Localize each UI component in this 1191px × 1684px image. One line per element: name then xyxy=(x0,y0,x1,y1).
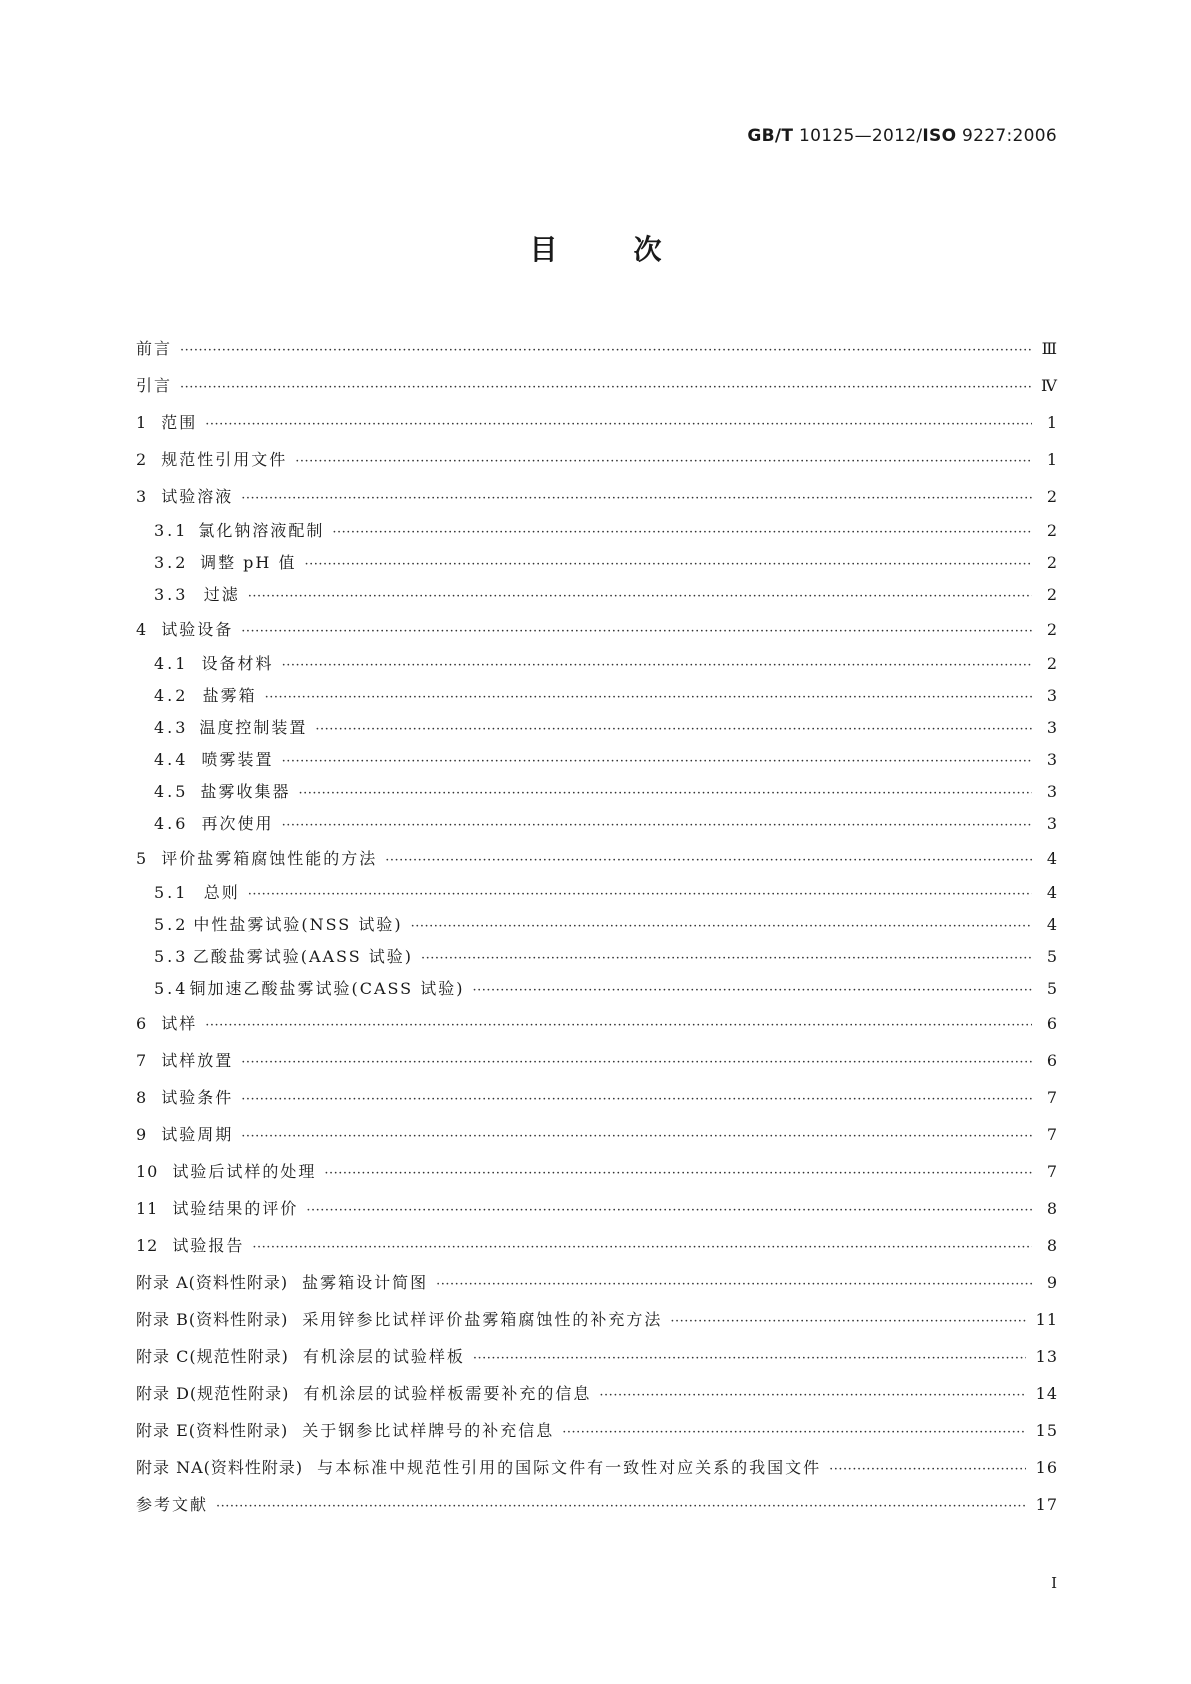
toc-entry-page: 11 xyxy=(1035,1310,1058,1329)
toc-dot-leader xyxy=(265,682,1032,714)
toc-entry-number: 附录 E(资料性附录) xyxy=(136,1421,289,1440)
toc-dot-leader xyxy=(216,1488,1026,1525)
toc-entry-label: 试验溶液 xyxy=(161,487,234,506)
toc-entry-page: 16 xyxy=(1035,1458,1058,1477)
toc-entry[interactable] xyxy=(136,1375,1058,1412)
toc-entry[interactable] xyxy=(136,441,1058,478)
toc-entry[interactable] xyxy=(136,515,1058,547)
toc-entry-label: 喷雾装置 xyxy=(201,750,274,769)
toc-entry-page: 3 xyxy=(1046,750,1058,769)
toc-entry-label: 盐雾收集器 xyxy=(200,782,291,801)
toc-entry-number: 3 xyxy=(136,487,148,506)
toc-dot-leader xyxy=(436,1266,1032,1303)
toc-entry-page: 8 xyxy=(1046,1199,1058,1218)
toc-entry-label: 规范性引用文件 xyxy=(161,450,288,469)
toc-entry-number: 5.2 xyxy=(154,915,189,934)
toc-dot-leader xyxy=(205,1007,1032,1044)
toc-dot-leader xyxy=(241,1081,1032,1118)
toc-entry[interactable] xyxy=(136,808,1058,840)
toc-entry[interactable] xyxy=(136,478,1058,515)
toc-entry-number: 7 xyxy=(136,1051,148,1070)
toc-entry-label: 总则 xyxy=(203,883,240,902)
toc-entry-label: 试验结果的评价 xyxy=(172,1199,299,1218)
toc-entry-label: 试验条件 xyxy=(161,1088,234,1107)
toc-entry-label: 有机涂层的试验样板需要补充的信息 xyxy=(303,1384,592,1403)
toc-entry[interactable] xyxy=(136,1153,1058,1190)
toc-entry-number: 5 xyxy=(136,849,148,868)
toc-dot-leader xyxy=(282,746,1032,778)
toc-entry-page: 1 xyxy=(1046,450,1058,469)
toc-entry-label: 盐雾箱设计简图 xyxy=(302,1273,429,1292)
toc-entry-label: 设备材料 xyxy=(201,654,274,673)
toc-entry[interactable] xyxy=(136,1227,1058,1264)
toc-entry-number: 附录 B(资料性附录) xyxy=(136,1310,289,1329)
toc-entry-page: 6 xyxy=(1046,1051,1058,1070)
toc-dot-leader xyxy=(252,1229,1032,1266)
toc-entry-label: 试样 xyxy=(161,1014,198,1033)
toc-dot-leader xyxy=(298,778,1032,810)
toc-entry-label: 与本标准中规范性引用的国际文件有一致性对应关系的我国文件 xyxy=(317,1458,822,1477)
toc-entry-page: 5 xyxy=(1046,979,1058,998)
toc-entry-number: 4 xyxy=(136,620,148,639)
toc-entry[interactable] xyxy=(136,840,1058,877)
toc-entry-label: 过滤 xyxy=(203,585,240,604)
toc-entry[interactable] xyxy=(136,776,1058,808)
toc-entry-number: 附录 NA(资料性附录) xyxy=(136,1458,304,1477)
toc-entry-page: 14 xyxy=(1035,1384,1058,1403)
toc-entry-number: 4.1 xyxy=(154,654,189,673)
toc-dot-leader xyxy=(282,810,1032,842)
toc-entry-page: 2 xyxy=(1046,521,1058,540)
toc-entry-number: 6 xyxy=(136,1014,148,1033)
toc-entry[interactable] xyxy=(136,1005,1058,1042)
toc-entry-number: 4.2 xyxy=(154,686,189,705)
toc-entry-number: 附录 C(规范性附录) xyxy=(136,1347,289,1366)
toc-entry[interactable] xyxy=(136,680,1058,712)
toc-dot-leader xyxy=(241,1118,1032,1155)
toc-entry-label: 采用锌参比试样评价盐雾箱腐蚀性的补充方法 xyxy=(302,1310,663,1329)
standard-code xyxy=(747,126,1057,146)
toc-entry-page: 4 xyxy=(1046,849,1058,868)
toc-entry-number: 8 xyxy=(136,1088,148,1107)
standard-code-iso-number: 9227:2006 xyxy=(956,126,1057,146)
toc-entry[interactable] xyxy=(136,330,1058,367)
toc-entry-page: 4 xyxy=(1046,915,1058,934)
standard-code-number: 10125—2012/ xyxy=(793,126,923,146)
toc-entry-number: 9 xyxy=(136,1125,148,1144)
toc-dot-leader xyxy=(241,1044,1032,1081)
toc-entry-label: 范围 xyxy=(161,413,198,432)
toc-dot-leader xyxy=(385,842,1032,879)
toc-entry-page: 2 xyxy=(1046,487,1058,506)
toc-dot-leader xyxy=(241,613,1032,650)
toc-entry-label: 关于钢参比试样牌号的补充信息 xyxy=(302,1421,555,1440)
toc-entry-number: 11 xyxy=(136,1199,159,1218)
toc-entry-label: 试验周期 xyxy=(161,1125,234,1144)
toc-entry-number: 3.1 xyxy=(154,521,189,540)
toc-entry[interactable] xyxy=(136,877,1058,909)
toc-entry-label: 中性盐雾试验(NSS 试验) xyxy=(193,915,403,934)
toc-dot-leader xyxy=(205,406,1032,443)
toc-entry[interactable] xyxy=(136,744,1058,776)
toc-entry-page: 3 xyxy=(1046,814,1058,833)
toc-entry-label: 评价盐雾箱腐蚀性能的方法 xyxy=(161,849,378,868)
toc-entry[interactable] xyxy=(136,611,1058,648)
toc-entry[interactable] xyxy=(136,941,1058,973)
toc-entry-page: 13 xyxy=(1035,1347,1058,1366)
toc-entry[interactable] xyxy=(136,1190,1058,1227)
toc-entry-label: 试验后试样的处理 xyxy=(172,1162,317,1181)
toc-entry-number: 5.1 xyxy=(154,883,189,902)
page-number: I xyxy=(1051,1574,1057,1592)
toc-dot-leader xyxy=(332,517,1032,549)
toc-dot-leader xyxy=(248,879,1032,911)
toc-entry-page: 3 xyxy=(1046,782,1058,801)
toc-entry-label: 前言 xyxy=(136,339,173,358)
toc-dot-leader xyxy=(315,714,1032,746)
toc-entry[interactable] xyxy=(136,648,1058,680)
toc-dot-leader xyxy=(599,1377,1025,1414)
toc-dot-leader xyxy=(180,369,1031,406)
toc-entry[interactable] xyxy=(136,1079,1058,1116)
toc-entry-page: 2 xyxy=(1046,553,1058,572)
toc-entry-label: 铜加速乙酸盐雾试验(CASS 试验) xyxy=(189,979,465,998)
toc-dot-leader xyxy=(180,332,1032,369)
toc-entry-label: 引言 xyxy=(136,376,173,395)
toc-entry-label: 温度控制装置 xyxy=(199,718,308,737)
toc-dot-leader xyxy=(829,1451,1025,1488)
toc-entry[interactable] xyxy=(136,1116,1058,1153)
toc-entry[interactable] xyxy=(136,1301,1058,1338)
toc-entry-page: Ⅲ xyxy=(1041,339,1058,358)
toc-dot-leader xyxy=(295,443,1032,480)
standard-code-prefix: GB/T xyxy=(747,126,794,146)
toc-entry-number: 5.4 xyxy=(154,979,189,998)
toc-entry[interactable] xyxy=(136,1338,1058,1375)
toc-entry-page: 4 xyxy=(1046,883,1058,902)
toc-dot-leader xyxy=(411,911,1032,943)
toc-entry[interactable] xyxy=(136,404,1058,441)
toc-entry-page: 2 xyxy=(1046,585,1058,604)
toc-entry-page: 3 xyxy=(1046,686,1058,705)
toc-entry-page: 7 xyxy=(1046,1088,1058,1107)
toc-dot-leader xyxy=(562,1414,1025,1451)
toc-entry-number: 附录 D(规范性附录) xyxy=(136,1384,290,1403)
toc-entry-page: 8 xyxy=(1046,1236,1058,1255)
toc-dot-leader xyxy=(670,1303,1025,1340)
toc-dot-leader xyxy=(472,975,1032,1007)
toc-dot-leader xyxy=(421,943,1032,975)
toc-entry-number: 1 xyxy=(136,413,148,432)
toc-entry-label: 试验设备 xyxy=(161,620,234,639)
toc-entry-label: 再次使用 xyxy=(201,814,274,833)
toc-entry-number: 4.5 xyxy=(154,782,189,801)
toc-entry-page: 7 xyxy=(1046,1125,1058,1144)
toc-dot-leader xyxy=(248,581,1032,613)
toc-entry-label: 有机涂层的试验样板 xyxy=(302,1347,465,1366)
toc-entry[interactable] xyxy=(136,1486,1058,1523)
toc-entry-number: 5.3 xyxy=(154,947,189,966)
toc-dot-leader xyxy=(241,480,1032,517)
toc-dot-leader xyxy=(304,549,1032,581)
toc-entry[interactable] xyxy=(136,1042,1058,1079)
toc-entry-number: 10 xyxy=(136,1162,159,1181)
toc-entry-label: 试样放置 xyxy=(161,1051,234,1070)
toc-entry-page: 6 xyxy=(1046,1014,1058,1033)
toc-entry-number: 2 xyxy=(136,450,148,469)
toc-entry-label: 盐雾箱 xyxy=(202,686,257,705)
toc-entry-page: 2 xyxy=(1046,620,1058,639)
page-title: 目次 xyxy=(529,233,738,266)
toc-entry-number: 4.4 xyxy=(154,750,189,769)
toc-entry[interactable] xyxy=(136,973,1058,1005)
toc-dot-leader xyxy=(324,1155,1032,1192)
toc-entry-page: 9 xyxy=(1046,1273,1058,1292)
toc-entry-number: 3.3 xyxy=(154,585,189,604)
toc-entry-number: 12 xyxy=(136,1236,159,1255)
toc-entry[interactable] xyxy=(136,1412,1058,1449)
toc-entry[interactable] xyxy=(136,1449,1058,1486)
toc-dot-leader xyxy=(306,1192,1032,1229)
toc-entry[interactable] xyxy=(136,909,1058,941)
toc-entry-number: 4.3 xyxy=(154,718,189,737)
toc-entry[interactable] xyxy=(136,367,1058,404)
toc-entry-number: 附录 A(资料性附录) xyxy=(136,1273,289,1292)
toc-entry-page: Ⅳ xyxy=(1041,376,1058,395)
toc-entry-label: 氯化钠溶液配制 xyxy=(198,521,325,540)
toc-entry-number: 4.6 xyxy=(154,814,189,833)
toc-entry-page: 15 xyxy=(1035,1421,1058,1440)
toc-entry-label: 乙酸盐雾试验(AASS 试验) xyxy=(192,947,414,966)
toc-entry-page: 1 xyxy=(1046,413,1058,432)
toc-entry-label: 调整 pH 值 xyxy=(200,553,297,572)
toc-entry[interactable] xyxy=(136,1264,1058,1301)
toc-entry[interactable] xyxy=(136,547,1058,579)
toc-entry-label: 试验报告 xyxy=(172,1236,245,1255)
toc-entry-page: 17 xyxy=(1035,1495,1058,1514)
toc-entry[interactable] xyxy=(136,579,1058,611)
toc-entry-label: 参考文献 xyxy=(136,1495,209,1514)
toc-entry-page: 7 xyxy=(1046,1162,1058,1181)
toc-dot-leader xyxy=(282,650,1032,682)
toc-dot-leader xyxy=(473,1340,1026,1377)
table-of-contents xyxy=(136,330,1058,1523)
standard-code-iso: ISO xyxy=(922,126,957,146)
toc-entry-page: 2 xyxy=(1046,654,1058,673)
toc-entry-page: 3 xyxy=(1046,718,1058,737)
toc-entry[interactable] xyxy=(136,712,1058,744)
toc-entry-page: 5 xyxy=(1046,947,1058,966)
toc-entry-number: 3.2 xyxy=(154,553,189,572)
